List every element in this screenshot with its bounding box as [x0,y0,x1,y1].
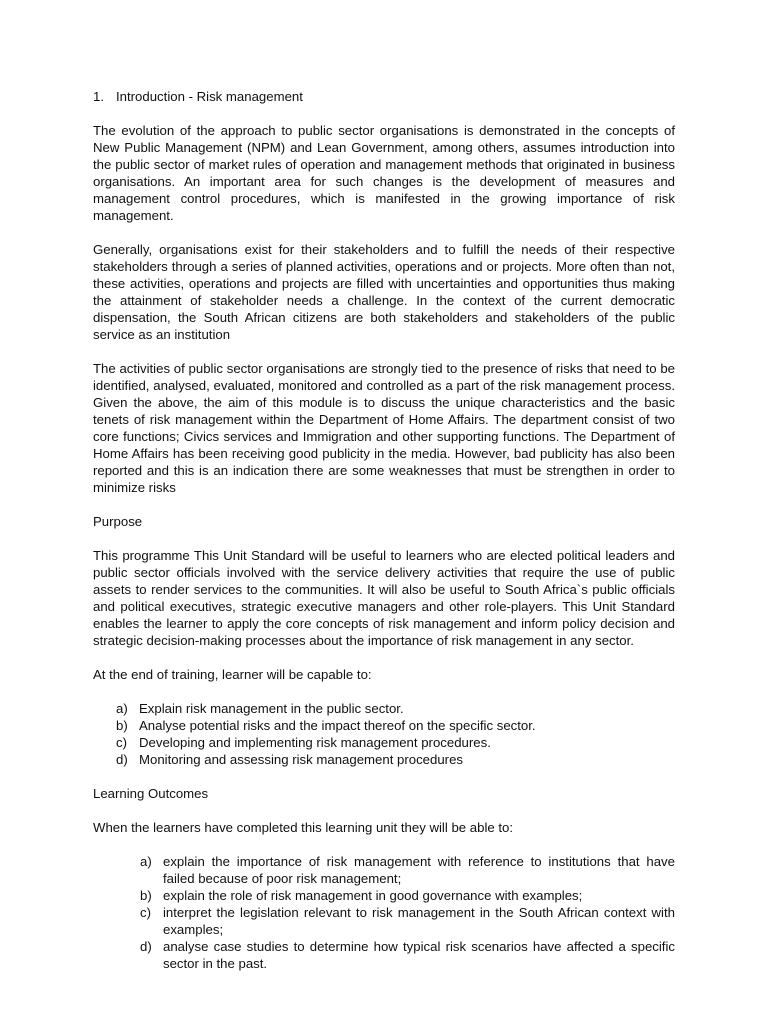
learning-outcomes-heading: Learning Outcomes [93,786,209,801]
list-marker: a) [140,854,152,869]
list-item-text: interpret the legislation relevant to risk management in the South African context with examples; [163,905,675,937]
intro-paragraph-2: Generally, organisations exist for their stakeholders and to fulfill the needs of their respective stakeholders through a series of planned activities, operations and or projects. More often than not, these activities, operations and projects are filled with uncertainties and opportunities thus making the attainment of stakeholder needs a challenge. In the context of the current democratic dispensation, the South African citizens are both stakeholders and stakeholders of the public service as an institution [93,242,675,342]
list-item-text: analyse case studies to determine how typical risk scenarios have affected a specific sector in the past. [163,939,675,971]
list-marker: b) [116,718,128,733]
learning-outcomes-intro: When the learners have completed this learning unit they will be able to: [93,820,514,835]
list-item-text: Analyse potential risks and the impact thereof on the specific sector. [139,718,536,733]
intro-paragraph-3: The activities of public sector organisations are strongly tied to the presence of risks that need to be identified, analysed, evaluated, monitored and controlled as a part of the risk management process. Given the above, the aim of this module is to discuss the unique characteristics and the basic tenets of risk management within the Department of Home Affairs. The department consist of two core functions; Civics services and Immigration and other supporting functions. The Department of Home Affairs has been receiving good publicity in the media. However, bad publicity has also been reported and this is an indication there are some weaknesses that must be strengthen in order to minimize risks [93,361,675,495]
list-marker: b) [140,888,152,903]
list-item-text: Monitoring and assessing risk management procedures [139,752,463,767]
section-number: 1. [93,89,104,104]
list-item [116,751,675,768]
list-marker: d) [140,939,152,954]
list-item [116,700,675,717]
capabilities-intro: At the end of training, learner will be capable to: [93,667,372,682]
list-item [140,904,675,938]
document-page [93,88,675,972]
list-item-text: explain the importance of risk management with reference to institutions that have failed because of poor risk management; [163,854,675,886]
list-item [140,887,675,904]
list-item [116,717,675,734]
purpose-heading: Purpose [93,514,143,529]
list-item-text: Developing and implementing risk management procedures. [139,735,491,750]
section-title: Introduction - Risk management [116,89,303,104]
intro-paragraph-1: The evolution of the approach to public sector organisations is demonstrated in the concepts of New Public Management (NPM) and Lean Government, among others, assumes introduction into the public sector of market rules of operation and management methods that originated in business organisations. An important area for such changes is the development of measures and management control procedures, which is manifested in the growing importance of risk management. [93,123,675,223]
purpose-paragraph: This programme This Unit Standard will be useful to learners who are elected political leaders and public sector officials involved with the service delivery activities that require the use of public assets to render services to the communities. It will also be useful to South Africa`s public officials and political executives, strategic executive managers and other role-players. This Unit Standard enables the learner to apply the core concepts of risk management and inform policy decision and strategic decision-making processes about the importance of risk management in any sector. [93,548,675,648]
learning-outcomes-list [93,853,675,972]
list-item-text: Explain risk management in the public sector. [139,701,404,716]
list-marker: c) [116,735,127,750]
list-item [140,938,675,972]
capabilities-list [93,700,675,768]
section-heading [93,88,675,105]
list-marker: c) [140,905,151,920]
list-item [140,853,675,887]
list-item-text: explain the role of risk management in good governance with examples; [163,888,583,903]
list-marker: d) [116,752,128,767]
list-marker: a) [116,701,128,716]
list-item [116,734,675,751]
